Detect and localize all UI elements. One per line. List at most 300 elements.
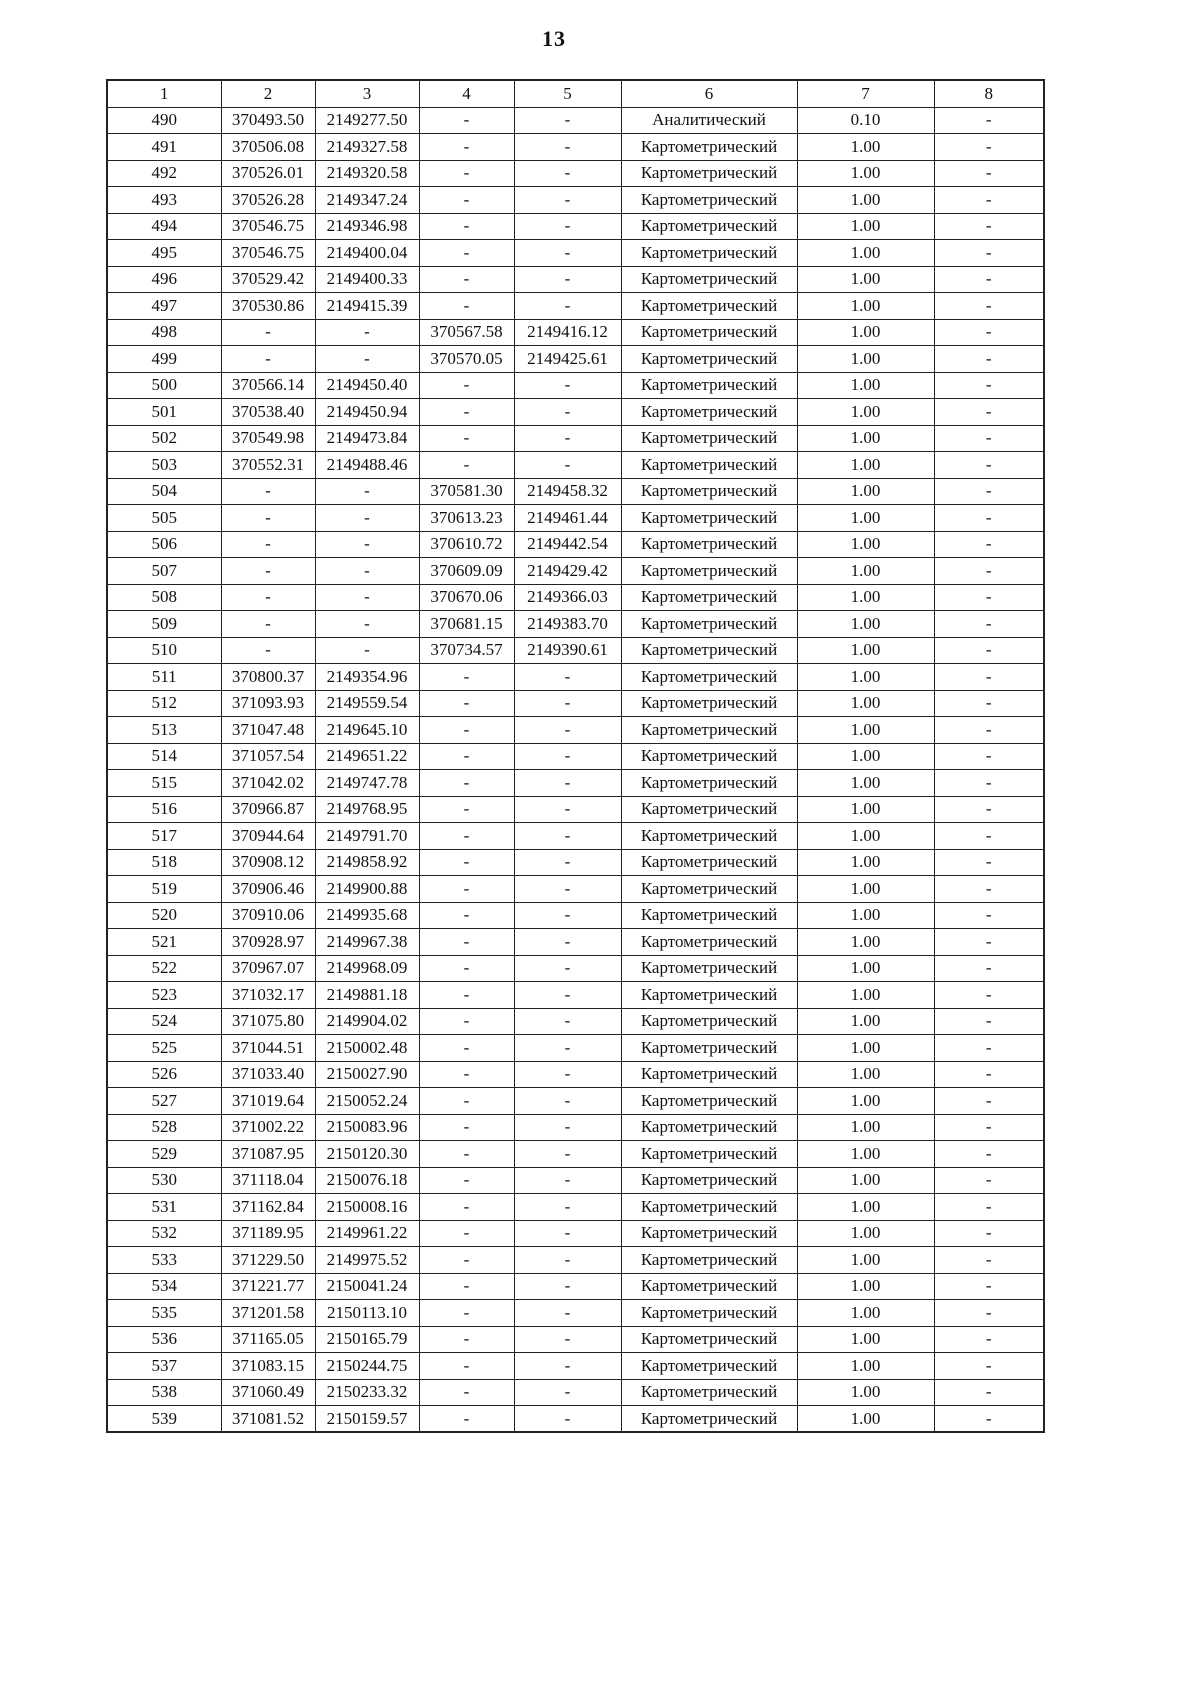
table-cell: 494 [107,213,221,240]
table-cell: Картометрический [621,1194,797,1221]
table-cell: - [419,187,514,214]
table-cell: - [934,1141,1044,1168]
table-cell: - [419,1379,514,1406]
table-cell: 370581.30 [419,478,514,505]
table-cell: 370928.97 [221,929,315,956]
table-cell: - [934,902,1044,929]
table-cell: 370734.57 [419,637,514,664]
table-cell: 2149346.98 [315,213,419,240]
table-row [107,425,1044,452]
table-row [107,637,1044,664]
table-cell: 370506.08 [221,134,315,161]
table-cell: 1.00 [797,611,934,638]
table-cell: 1.00 [797,1220,934,1247]
table-cell: 510 [107,637,221,664]
table-cell: 1.00 [797,1008,934,1035]
table-cell: - [315,478,419,505]
table-cell: 1.00 [797,452,934,479]
table-cell: - [514,213,621,240]
table-cell: 1.00 [797,664,934,691]
table-row [107,584,1044,611]
table-cell: 1.00 [797,796,934,823]
table-cell: 370538.40 [221,399,315,426]
table-cell: 495 [107,240,221,267]
table-cell: 2149651.22 [315,743,419,770]
table-cell: 371201.58 [221,1300,315,1327]
table-cell: - [934,796,1044,823]
table-cell: 2149645.10 [315,717,419,744]
table-cell: - [514,266,621,293]
table-cell: - [514,160,621,187]
table-cell: - [934,160,1044,187]
table-cell: Картометрический [621,134,797,161]
table-row [107,531,1044,558]
table-cell: - [934,134,1044,161]
column-header: 3 [315,80,419,107]
table-cell: 503 [107,452,221,479]
table-cell: - [514,187,621,214]
table-cell: - [419,240,514,267]
table-cell: - [419,664,514,691]
table-cell: Картометрический [621,346,797,373]
table-cell: 2149791.70 [315,823,419,850]
table-cell: 371165.05 [221,1326,315,1353]
table-cell: 2149975.52 [315,1247,419,1274]
table-cell: 492 [107,160,221,187]
table-cell: 522 [107,955,221,982]
table-cell: 370546.75 [221,213,315,240]
table-cell: 370546.75 [221,240,315,267]
table-cell: 370530.86 [221,293,315,320]
table-cell: - [419,929,514,956]
table-cell: - [934,1247,1044,1274]
table-cell: 1.00 [797,372,934,399]
table-cell: - [419,372,514,399]
table-row [107,876,1044,903]
table-cell: - [514,1406,621,1433]
table-cell: - [934,982,1044,1009]
table-cell: 371093.93 [221,690,315,717]
table-cell: - [934,478,1044,505]
table-cell: 1.00 [797,1300,934,1327]
table-cell: 2149366.03 [514,584,621,611]
table-cell: - [934,1220,1044,1247]
table-cell: 370967.07 [221,955,315,982]
table-row [107,1379,1044,1406]
table-cell: 1.00 [797,1406,934,1433]
table-cell: 2149458.32 [514,478,621,505]
table-cell: - [934,1088,1044,1115]
table-cell: 2149935.68 [315,902,419,929]
table-cell: - [419,266,514,293]
table-cell: - [934,1194,1044,1221]
table-cell: 370566.14 [221,372,315,399]
table-cell: 493 [107,187,221,214]
table-cell: - [934,1273,1044,1300]
column-header: 4 [419,80,514,107]
table-row [107,1194,1044,1221]
table-cell: - [419,1300,514,1327]
table-cell: - [419,1061,514,1088]
table-cell: - [419,160,514,187]
table-cell: - [514,425,621,452]
table-cell: - [514,690,621,717]
table-cell: Картометрический [621,929,797,956]
table-cell: 2149904.02 [315,1008,419,1035]
table-cell: - [514,717,621,744]
table-row [107,187,1044,214]
table-row [107,346,1044,373]
table-row [107,1061,1044,1088]
table-cell: 2149461.44 [514,505,621,532]
table-cell: - [221,611,315,638]
table-cell: 370567.58 [419,319,514,346]
table-cell: 370613.23 [419,505,514,532]
table-cell: 2150244.75 [315,1353,419,1380]
table-row [107,399,1044,426]
table-cell: - [419,452,514,479]
table-cell: 508 [107,584,221,611]
table-row [107,743,1044,770]
table-cell: 2149327.58 [315,134,419,161]
table-cell: 2149881.18 [315,982,419,1009]
table-cell: 520 [107,902,221,929]
table-cell: - [315,531,419,558]
table-cell: 1.00 [797,399,934,426]
table-cell: 1.00 [797,1379,934,1406]
table-cell: 370966.87 [221,796,315,823]
table-cell: 371087.95 [221,1141,315,1168]
table-cell: 371057.54 [221,743,315,770]
table-cell: 509 [107,611,221,638]
table-cell: 499 [107,346,221,373]
table-cell: - [315,637,419,664]
table-cell: Картометрический [621,982,797,1009]
table-cell: Картометрический [621,876,797,903]
table-cell: - [514,876,621,903]
table-cell: - [514,982,621,1009]
table-cell: - [934,1114,1044,1141]
table-cell: - [934,1326,1044,1353]
table-cell: 523 [107,982,221,1009]
table-cell: 518 [107,849,221,876]
table-row [107,902,1044,929]
table-row [107,558,1044,585]
table-cell: Картометрический [621,213,797,240]
table-cell: 531 [107,1194,221,1221]
table-cell: 371189.95 [221,1220,315,1247]
table-cell: - [514,849,621,876]
table-row [107,611,1044,638]
table-cell: - [934,266,1044,293]
table-cell: 526 [107,1061,221,1088]
table-cell: 537 [107,1353,221,1380]
table-cell: Картометрический [621,743,797,770]
table-cell: 496 [107,266,221,293]
table-row [107,1247,1044,1274]
table-cell: 1.00 [797,717,934,744]
table-cell: 501 [107,399,221,426]
table-cell: Картометрический [621,293,797,320]
table-row [107,1220,1044,1247]
table-cell: Картометрический [621,372,797,399]
table-cell: 371060.49 [221,1379,315,1406]
table-cell: - [934,690,1044,717]
table-cell: - [419,134,514,161]
table-cell: 370493.50 [221,107,315,134]
table-cell: 516 [107,796,221,823]
table-cell: - [514,1247,621,1274]
table-cell: - [315,584,419,611]
table-cell: - [934,1379,1044,1406]
table-cell: - [221,478,315,505]
table-row [107,796,1044,823]
table-cell: 370910.06 [221,902,315,929]
header-row [107,80,1044,107]
table-cell: - [934,717,1044,744]
table-cell: 2149425.61 [514,346,621,373]
table-cell: Картометрический [621,1300,797,1327]
table-cell: 2149858.92 [315,849,419,876]
table-cell: 513 [107,717,221,744]
table-row [107,1273,1044,1300]
table-cell: - [514,1114,621,1141]
table-cell: 2149429.42 [514,558,621,585]
table-cell: - [514,902,621,929]
table-cell: - [934,1167,1044,1194]
table-row [107,1406,1044,1433]
table-cell: - [514,1167,621,1194]
table-cell: - [934,637,1044,664]
table-cell: 2149961.22 [315,1220,419,1247]
table-row [107,107,1044,134]
table-cell: - [514,770,621,797]
table-cell: - [419,1008,514,1035]
table-cell: - [934,107,1044,134]
table-cell: 0.10 [797,107,934,134]
table-cell: 515 [107,770,221,797]
table-cell: 2149488.46 [315,452,419,479]
table-cell: - [514,107,621,134]
table-cell: 1.00 [797,823,934,850]
table-cell: - [419,1406,514,1433]
table-cell: 1.00 [797,293,934,320]
table-cell: 1.00 [797,637,934,664]
table-cell: - [934,1035,1044,1062]
table-row [107,982,1044,1009]
table-cell: 1.00 [797,266,934,293]
table-cell: Картометрический [621,505,797,532]
table-cell: 370549.98 [221,425,315,452]
table-cell: - [419,293,514,320]
table-cell: - [934,1353,1044,1380]
table-cell: - [419,1141,514,1168]
table-cell: - [514,1326,621,1353]
table-cell: 371162.84 [221,1194,315,1221]
table-cell: 1.00 [797,1194,934,1221]
column-header: 2 [221,80,315,107]
table-cell: 514 [107,743,221,770]
table-cell: - [514,1061,621,1088]
table-cell: 2149747.78 [315,770,419,797]
table-cell: 491 [107,134,221,161]
table-cell: 1.00 [797,1326,934,1353]
table-row [107,213,1044,240]
table-cell: 371002.22 [221,1114,315,1141]
table-cell: Картометрический [621,1035,797,1062]
table-cell: Картометрический [621,452,797,479]
table-row [107,266,1044,293]
table-cell: - [419,823,514,850]
page-number: 13 [542,26,566,51]
table-cell: Картометрический [621,1114,797,1141]
table-cell: - [514,1194,621,1221]
table-cell: - [315,505,419,532]
table-cell: 1.00 [797,1141,934,1168]
table-cell: 2149320.58 [315,160,419,187]
table-row [107,1326,1044,1353]
table-cell: - [514,240,621,267]
table-cell: Картометрический [621,160,797,187]
table-row [107,1088,1044,1115]
table-cell: 371019.64 [221,1088,315,1115]
table-cell: 1.00 [797,584,934,611]
table-row [107,1353,1044,1380]
table-cell: 498 [107,319,221,346]
table-cell: 530 [107,1167,221,1194]
table-cell: - [514,955,621,982]
table-cell: - [315,346,419,373]
table-cell: Картометрический [621,955,797,982]
table-cell: 532 [107,1220,221,1247]
table-cell: - [514,1273,621,1300]
table-row [107,717,1044,744]
table-header [107,80,1044,107]
table-cell: 370610.72 [419,531,514,558]
table-cell: 525 [107,1035,221,1062]
table-cell: 524 [107,1008,221,1035]
table-cell: - [419,1220,514,1247]
table-cell: 511 [107,664,221,691]
table-cell: - [934,372,1044,399]
table-cell: 371042.02 [221,770,315,797]
table-cell: 2150002.48 [315,1035,419,1062]
table-cell: 370529.42 [221,266,315,293]
table-cell: Картометрический [621,1088,797,1115]
table-cell: Картометрический [621,558,797,585]
table-cell: - [514,134,621,161]
table-cell: Картометрический [621,1353,797,1380]
table-cell: Картометрический [621,478,797,505]
table-cell: 1.00 [797,876,934,903]
table-cell: 1.00 [797,955,934,982]
table-cell: - [514,399,621,426]
table-cell: 1.00 [797,134,934,161]
table-cell: - [419,425,514,452]
table-cell: 505 [107,505,221,532]
table-cell: 490 [107,107,221,134]
table-cell: 2150159.57 [315,1406,419,1433]
table-cell: 2150083.96 [315,1114,419,1141]
table-row [107,823,1044,850]
table-cell: Картометрический [621,1220,797,1247]
table-row [107,134,1044,161]
table-row [107,955,1044,982]
table-cell: 370906.46 [221,876,315,903]
table-cell: 1.00 [797,558,934,585]
table-cell: 2150041.24 [315,1273,419,1300]
table-cell: Картометрический [621,240,797,267]
table-cell: 1.00 [797,690,934,717]
table-cell: - [419,1088,514,1115]
table-cell: - [419,107,514,134]
table-cell: 2149450.94 [315,399,419,426]
table-row [107,240,1044,267]
table-cell: - [934,293,1044,320]
table-row [107,478,1044,505]
table-cell: - [221,637,315,664]
table-cell: 2149967.38 [315,929,419,956]
column-header: 5 [514,80,621,107]
column-header: 7 [797,80,934,107]
table-row [107,1141,1044,1168]
table-cell: 371083.15 [221,1353,315,1380]
table-cell: 371075.80 [221,1008,315,1035]
table-cell: - [419,1353,514,1380]
table-cell: - [514,823,621,850]
table-cell: 1.00 [797,531,934,558]
table-row [107,1114,1044,1141]
table-cell: 2149473.84 [315,425,419,452]
table-cell: 1.00 [797,346,934,373]
table-cell: 371044.51 [221,1035,315,1062]
table-cell: Картометрический [621,1141,797,1168]
table-row [107,319,1044,346]
table-cell: - [419,796,514,823]
table-cell: - [419,213,514,240]
table-cell: 1.00 [797,743,934,770]
table-cell: 2149416.12 [514,319,621,346]
table-cell: Картометрический [621,425,797,452]
table-cell: - [514,1220,621,1247]
table-cell: 529 [107,1141,221,1168]
table-cell: 539 [107,1406,221,1433]
table-cell: Картометрический [621,1167,797,1194]
table-cell: - [514,1088,621,1115]
table-cell: 1.00 [797,1167,934,1194]
table-row [107,293,1044,320]
table-cell: - [934,849,1044,876]
table-cell: - [934,187,1044,214]
table-cell: - [419,399,514,426]
table-cell: 370800.37 [221,664,315,691]
table-cell: 527 [107,1088,221,1115]
column-header: 1 [107,80,221,107]
table-cell: 1.00 [797,505,934,532]
table-cell: 497 [107,293,221,320]
table-cell: 506 [107,531,221,558]
table-cell: - [514,1300,621,1327]
table-cell: 2150027.90 [315,1061,419,1088]
table-cell: - [419,1273,514,1300]
table-cell: - [934,319,1044,346]
table-cell: 2149559.54 [315,690,419,717]
table-cell: 370526.01 [221,160,315,187]
table-cell: 1.00 [797,240,934,267]
table-cell: - [221,346,315,373]
table-cell: - [934,240,1044,267]
table-cell: Картометрический [621,1406,797,1433]
